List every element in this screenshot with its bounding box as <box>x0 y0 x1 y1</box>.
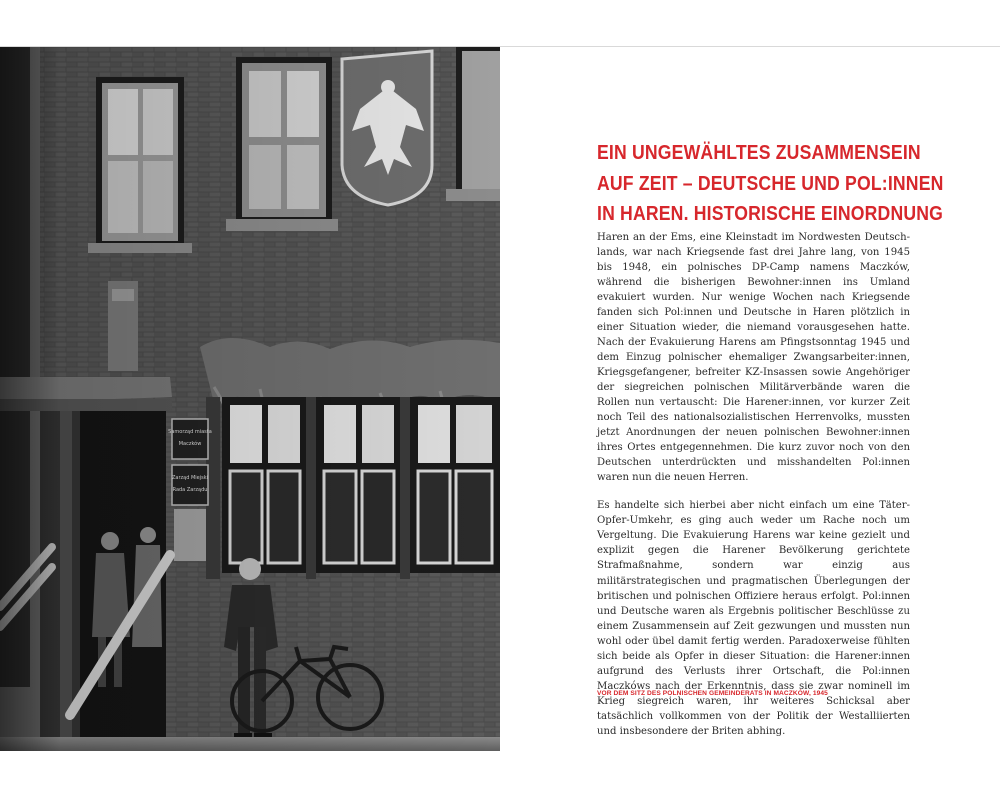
title-line-2: AUF ZEIT – DEUTSCHE UND POL:INNEN <box>597 171 944 195</box>
photo-caption: VOR DEM SITZ DES POLNISCHEN GEMEINDERATS IN MACZKÓW, 1945 <box>597 690 828 697</box>
title-line-3: IN HAREN. HISTORISCHE EINORDNUNG <box>597 202 944 225</box>
article-paragraph-2: Es handelte sich hierbei aber nicht einfach um eine Täter-Opfer-Umkehr, es ging auch weder um Rache noch um Vergeltung. Die Evakuierung Harens war keine gezielt und explizit gegen die Harener Bevölkerung gerichtete Strafmaßnahme, sondern war einzig aus militärstrategischen und pragmatischen Überlegungen der britischen und polnischen Offiziere heraus erfolgt. Pol:innen und Deutsche waren als Ergebnis politischer Beschlüsse zu einem Zusammensein auf Zeit gezwungen und mussten nun wohl oder übel damit fertig werden. Paradoxerweise fühlten sich beide als Opfer in dieser Situation: die Harener:innen aufgrund des Verlusts ihrer Ortschaft, die Pol:innen Maczkóws nach der Erkenntnis, dass sie zwar nominell im Krieg siegreich waren, ihr weiteres Schicksal aber tatsächlich vollkommen von der Politik der Westalliierten und insbesondere der Briten abhing. <box>597 500 910 737</box>
historic-photo <box>0 47 500 751</box>
article-body <box>597 230 910 740</box>
article-paragraph-1: Haren an der Ems, eine Kleinstadt im Nordwesten Deutschlands, war nach Kriegsende fast drei Jahre lang, von 1945 bis 1948, ein polnisches DP-Camp namens Maczków, während die bisherigen Bewohner:innen ins Umland evakuiert wurden. Nur wenige Wochen nach Kriegsende fanden sich Pol:innen und Deutsche in Haren plötzlich in einer Situation wieder, die niemand vorausgesehen hatte. Nach der Evakuierung Harens am Pfingstsonntag 1945 und dem Einzug polnischer ehemaliger Zwangsarbeiter:innen, Kriegsgefangener, befreiter KZ-Insassen sowie Angehöriger der siegreichen polnischen Militärverbände waren die Rollen nun vertauscht: Die Harener:innen, vor kurzer Zeit noch Teil des nationalsozialistischen Herrenvolks, mussten jetzt Anordnungen der neuen polnischen Bewohner:innen ihres Ortes entgegennehmen. Die kurz zuvor noch von den Deutschen unterdrückten und misshandelten Pol:innen waren nun die neuen Herren. <box>597 231 910 484</box>
title-line-1: EIN UNGEWÄHLTES ZUSAMMENSEIN <box>597 141 921 164</box>
historic-photo-graphic <box>0 47 500 751</box>
article-column <box>597 138 944 739</box>
article-title <box>597 138 944 230</box>
